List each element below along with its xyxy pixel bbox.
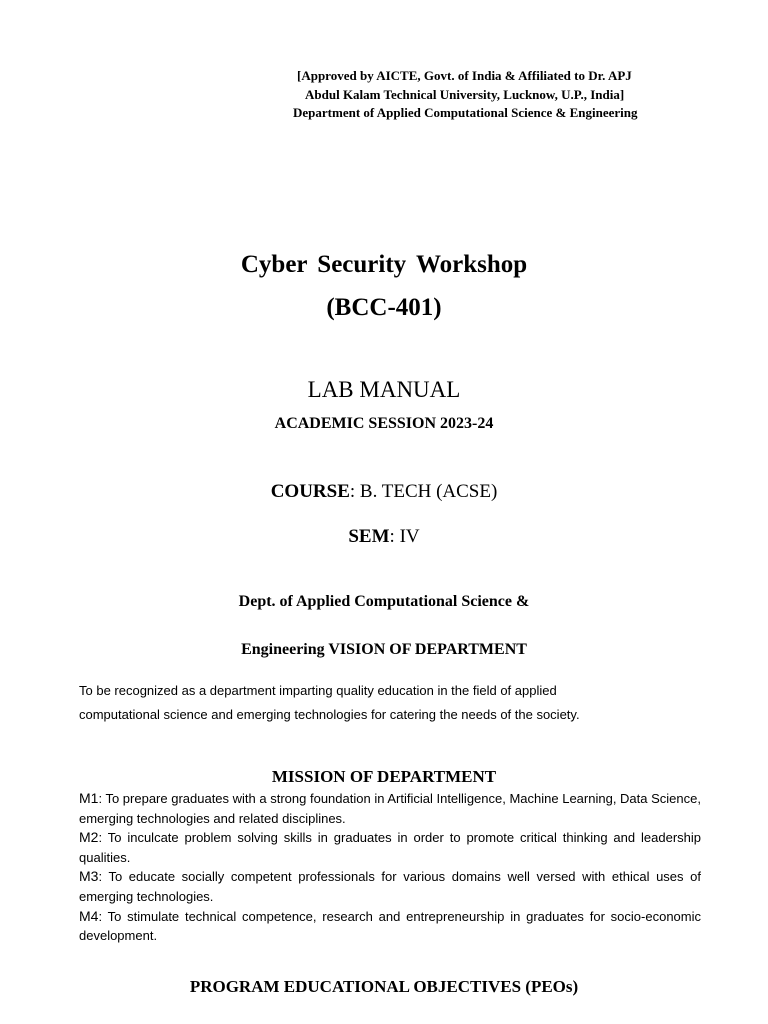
mission-heading: MISSION OF DEPARTMENT xyxy=(271,767,497,786)
mission-key: M1 xyxy=(79,790,99,806)
mission-key: M2 xyxy=(79,829,99,846)
semester-info xyxy=(0,526,768,548)
department-heading-line2: Engineering VISION OF DEPARTMENT xyxy=(241,641,527,658)
mission-text: : To prepare graduates with a strong foundation in Artificial Intelligence, Machine Learning, Data Science, emerging technologies and related disciplines. xyxy=(79,791,701,826)
sem-value: : IV xyxy=(389,526,420,547)
mission-text: : To stimulate technical competence, research and entrepreneurship in graduates for socio-economic development. xyxy=(79,908,701,944)
peo-heading: PROGRAM EDUCATIONAL OBJECTIVES (PEOs) xyxy=(189,977,579,996)
mission-item xyxy=(79,907,701,946)
sem-label: SEM xyxy=(348,526,390,547)
mission-item xyxy=(79,828,701,867)
lab-manual-heading: LAB MANUAL xyxy=(307,377,461,402)
vision-line: computational science and emerging technologies for catering the needs of the society. xyxy=(79,707,580,722)
vision-statement xyxy=(79,679,699,727)
mission-key: M4 xyxy=(79,907,99,924)
header-line-department: Department of Applied Computational Science & Engineering xyxy=(293,105,638,120)
header-line-approval: [Approved by AICTE, Govt. of India & Affiliated to Dr. APJ xyxy=(297,68,632,83)
mission-key: M3 xyxy=(79,868,99,885)
course-code: (BCC-401) xyxy=(326,294,442,321)
course-label: COURSE xyxy=(270,481,350,502)
course-info xyxy=(0,481,768,503)
header-line-university: Abdul Kalam Technical University, Lucknow, U.P., India] xyxy=(305,87,625,102)
course-title: Cyber Security Workshop xyxy=(240,251,528,278)
mission-item xyxy=(79,867,701,906)
course-value: : B. TECH (ACSE) xyxy=(349,481,498,502)
vision-line: To be recognized as a department imparting quality education in the field of applied xyxy=(79,683,557,698)
mission-text: : To inculcate problem solving skills in graduates in order to promote critical thinking and leadership qualities. xyxy=(79,830,701,865)
mission-text: : To educate socially competent professionals for various domains well versed with ethical uses of emerging technologies. xyxy=(79,869,701,904)
mission-list xyxy=(79,789,701,946)
academic-session: ACADEMIC SESSION 2023-24 xyxy=(274,415,494,432)
department-heading-line1: Dept. of Applied Computational Science & xyxy=(238,593,530,610)
mission-item xyxy=(79,789,701,828)
